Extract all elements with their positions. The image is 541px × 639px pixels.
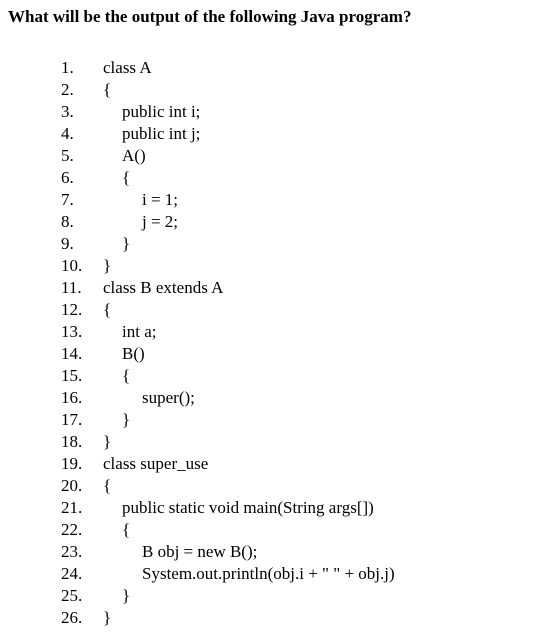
line-number: 15.: [61, 366, 83, 385]
line-number: 20.: [61, 476, 83, 495]
question-title: What will be the output of the following Java program?: [8, 7, 412, 26]
line-code: super();: [142, 388, 195, 407]
line-number: 9.: [61, 234, 74, 253]
code-listing: [0, 57, 541, 629]
line-code: j = 2;: [142, 212, 179, 231]
code-line: [0, 585, 541, 607]
code-line: [0, 79, 541, 101]
code-line: [0, 255, 541, 277]
line-code: {: [122, 168, 131, 187]
line-code: }: [122, 410, 131, 429]
line-code: public static void main(String args[]): [122, 498, 374, 517]
code-line: [0, 123, 541, 145]
code-line: [0, 409, 541, 431]
line-code: {: [122, 520, 131, 539]
code-line: [0, 101, 541, 123]
line-code: System.out.println(obj.i + " " + obj.j): [142, 564, 395, 583]
line-code: }: [103, 432, 112, 451]
code-line: [0, 277, 541, 299]
code-line: [0, 167, 541, 189]
code-line: [0, 299, 541, 321]
line-code: B(): [122, 344, 145, 363]
code-line: [0, 321, 541, 343]
line-code: {: [122, 366, 131, 385]
line-code: }: [103, 256, 112, 275]
line-number: 17.: [61, 410, 83, 429]
code-line: [0, 145, 541, 167]
code-line: [0, 519, 541, 541]
code-line: [0, 365, 541, 387]
line-number: 7.: [61, 190, 74, 209]
line-code: {: [103, 300, 112, 319]
code-line: [0, 211, 541, 233]
line-code: B obj = new B();: [142, 542, 258, 561]
line-code: public int j;: [122, 124, 201, 143]
line-code: class B extends A: [103, 278, 224, 297]
code-line: [0, 497, 541, 519]
line-number: 21.: [61, 498, 83, 517]
line-number: 1.: [61, 58, 74, 77]
line-code: }: [122, 586, 131, 605]
line-number: 5.: [61, 146, 74, 165]
line-code: {: [103, 476, 112, 495]
line-number: 12.: [61, 300, 83, 319]
line-code: }: [122, 234, 131, 253]
line-code: i = 1;: [142, 190, 179, 209]
line-number: 24.: [61, 564, 83, 583]
code-line: [0, 541, 541, 563]
line-code: {: [103, 80, 112, 99]
code-line: [0, 57, 541, 79]
code-line: [0, 453, 541, 475]
code-line: [0, 563, 541, 585]
code-line: [0, 189, 541, 211]
line-number: 2.: [61, 80, 74, 99]
code-line: [0, 233, 541, 255]
line-number: 22.: [61, 520, 83, 539]
line-number: 23.: [61, 542, 83, 561]
line-number: 25.: [61, 586, 83, 605]
line-number: 14.: [61, 344, 83, 363]
code-line: [0, 607, 541, 629]
line-number: 26.: [61, 608, 83, 627]
line-code: class A: [103, 58, 152, 77]
line-number: 18.: [61, 432, 83, 451]
line-number: 10.: [61, 256, 83, 275]
line-number: 3.: [61, 102, 74, 121]
line-code: public int i;: [122, 102, 201, 121]
line-number: 19.: [61, 454, 83, 473]
line-number: 13.: [61, 322, 83, 341]
line-code: }: [103, 608, 112, 627]
line-number: 4.: [61, 124, 74, 143]
code-line: [0, 343, 541, 365]
line-code: int a;: [122, 322, 157, 341]
code-line: [0, 387, 541, 409]
code-line: [0, 475, 541, 497]
line-number: 6.: [61, 168, 74, 187]
line-code: class super_use: [103, 454, 209, 473]
line-number: 8.: [61, 212, 74, 231]
line-number: 16.: [61, 388, 83, 407]
code-line: [0, 431, 541, 453]
line-number: 11.: [61, 278, 82, 297]
line-code: A(): [122, 146, 146, 165]
